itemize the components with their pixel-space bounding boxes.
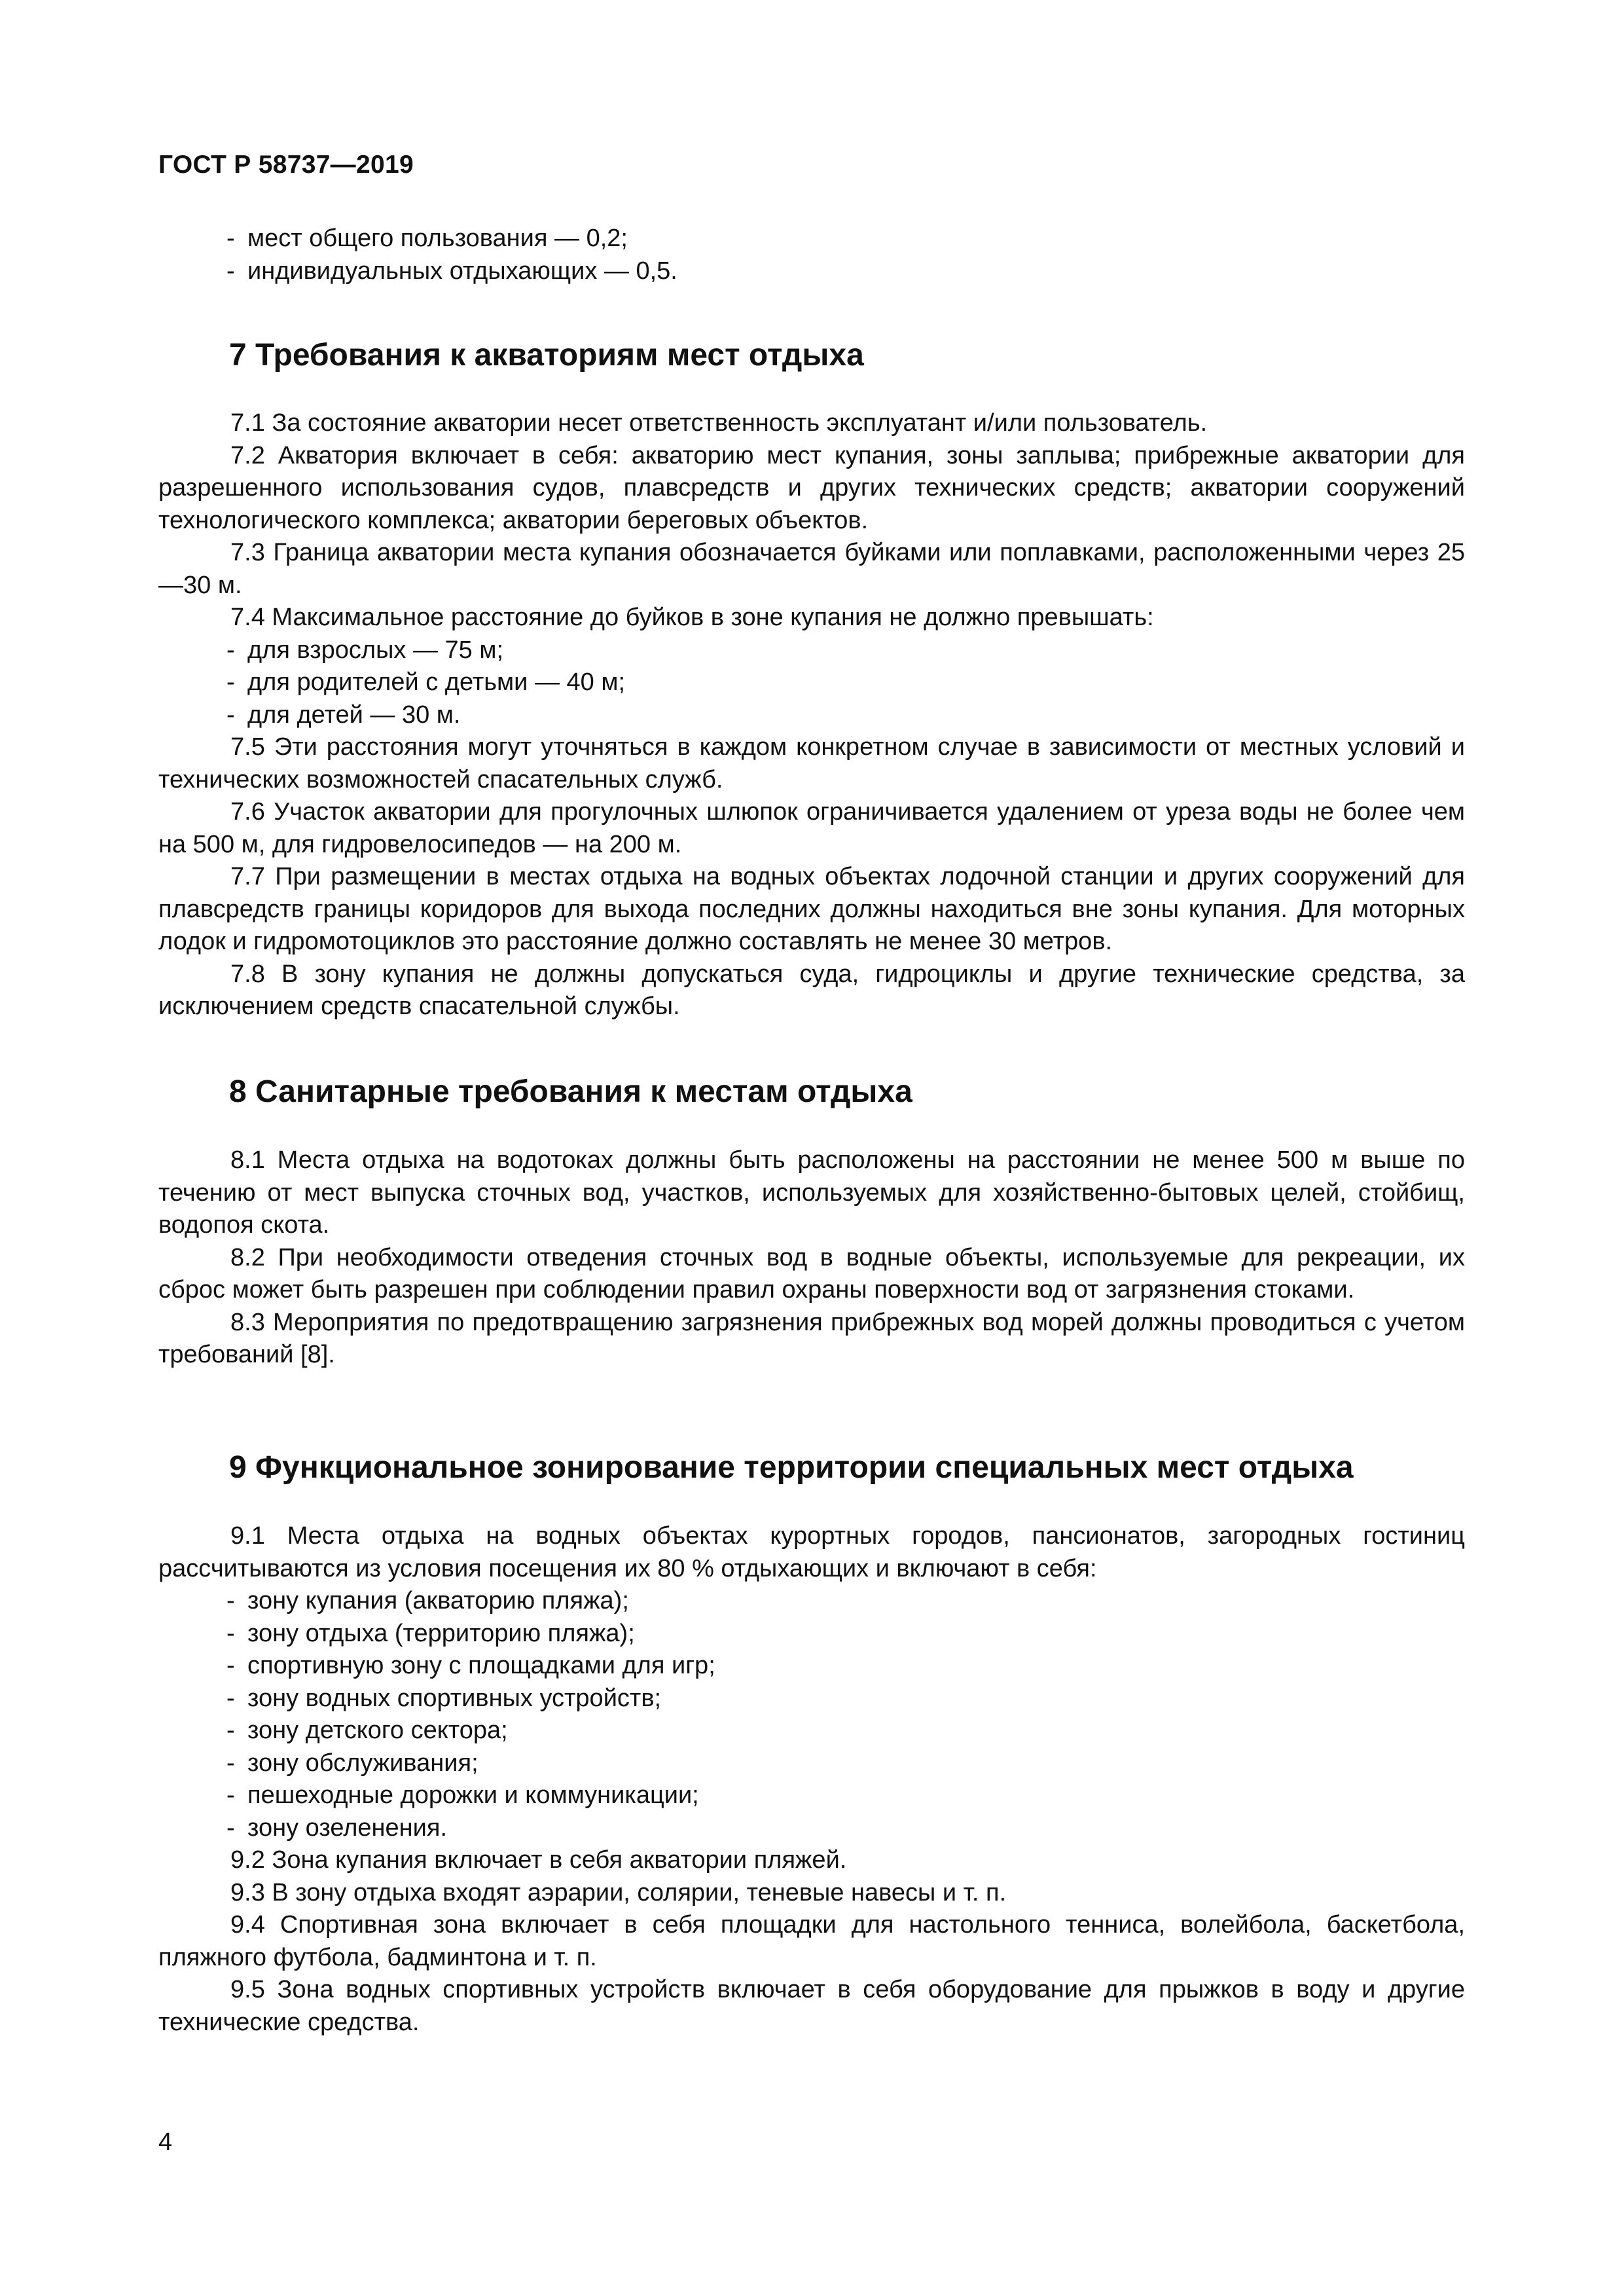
list-item: - мест общего пользования — 0,2;	[226, 225, 628, 252]
paragraph-8-1: 8.1 Места отдыха на водотоках должны быть расположены на расстоянии не менее 500 м выше по течению от мест выпуска сточных вод, участков, используемых для хозяйственно-бытовых целей, стойбищ, водопоя скота.	[158, 1146, 1465, 1239]
paragraph-7-1: 7.1 За состояние акватории несет ответственность эксплуатант и/или пользователь.	[230, 409, 1208, 437]
paragraph-7-2: 7.2 Акватория включает в себя: акваторию мест купания, зоны заплыва; прибрежные акватории для разрешенного использования судов, плавсредств и других технических средств; акватории сооружений технологического комплекса; акватории береговых объектов.	[158, 441, 1465, 534]
paragraph-7-3: 7.3 Граница акватории места купания обозначается буйками или поплавками, расположенными через 25—30 м.	[158, 539, 1465, 599]
paragraph-7-7: 7.7 При размещении в местах отдыха на водных объектах лодочной станции и других сооружений для плавсредств границы коридоров для выхода последних должны находиться вне зоны купания. Для моторных лодок и гидромотоциклов это расстояние должно составлять не менее 30 метров.	[158, 863, 1465, 955]
paragraph-9-5: 9.5 Зона водных спортивных устройств включает в себя оборудование для прыжков в воду и другие технические средства.	[158, 1976, 1465, 2036]
list-item: - зону водных спортивных устройств;	[226, 1684, 662, 1712]
paragraph-8-3: 8.3 Мероприятия по предотвращению загрязнения прибрежных вод морей должны проводиться с учетом требований [8].	[158, 1308, 1465, 1368]
page-number: 4	[158, 2128, 173, 2156]
paragraph-9-3: 9.3 В зону отдыха входят аэрарии, солярии, теневые навесы и т. п.	[230, 1878, 1007, 1906]
document-header: ГОСТ Р 58737—2019	[158, 151, 414, 179]
list-item: - зону детского сектора;	[226, 1717, 508, 1744]
list-item: - спортивную зону с площадками для игр;	[226, 1652, 715, 1679]
intro-list	[158, 223, 1465, 287]
section-9-body	[158, 1520, 1465, 2039]
section-8-title: 8 Санитарные требования к местам отдыха	[229, 1074, 912, 1109]
list-item: - пешеходные дорожки и коммуникации;	[226, 1781, 699, 1809]
list-item: - индивидуальных отдыхающих — 0,5.	[226, 257, 677, 285]
section-7-title: 7 Требования к акваториям мест отдыха	[229, 338, 864, 373]
list-item: - зону купания (акваторию пляжа);	[226, 1587, 629, 1614]
section-8-body	[158, 1144, 1465, 1372]
list-item: - зону отдыха (территорию пляжа);	[226, 1619, 635, 1647]
paragraph-8-2: 8.2 При необходимости отведения сточных вод в водные объекты, используемые для рекреации, их сброс может быть разрешен при соблюдении правил охраны поверхности вод от загрязнения стоками.	[158, 1243, 1465, 1303]
list-item: - для взрослых — 75 м;	[226, 636, 504, 664]
section-7-body	[158, 407, 1465, 1023]
list-item: - для родителей с детьми — 40 м;	[226, 668, 626, 696]
section-9-title: 9 Функциональное зонирование территории специальных мест отдыха	[229, 1450, 1354, 1485]
list-item: - для детей — 30 м.	[226, 701, 461, 729]
paragraph-7-8: 7.8 В зону купания не должны допускаться суда, гидроциклы и другие технические средства, за исключением средств спасательной службы.	[158, 960, 1465, 1020]
paragraph-7-4: 7.4 Максимальное расстояние до буйков в зоне купания не должно превышать:	[230, 604, 1154, 631]
paragraph-7-6: 7.6 Участок акватории для прогулочных шлюпок ограничивается удалением от уреза воды не более чем на 500 м, для гидровелосипедов — на 200 м.	[158, 798, 1465, 858]
paragraph-9-4: 9.4 Спортивная зона включает в себя площадки для настольного тенниса, волейбола, баскетбола, пляжного футбола, бадминтона и т. п.	[158, 1911, 1465, 1971]
list-item: - зону обслуживания;	[226, 1749, 478, 1777]
paragraph-7-5: 7.5 Эти расстояния могут уточняться в каждом конкретном случае в зависимости от местных условий и технических возможностей спасательных служб.	[158, 733, 1465, 793]
list-item: - зону озеленения.	[226, 1813, 448, 1842]
paragraph-9-2: 9.2 Зона купания включает в себя акватории пляжей.	[230, 1846, 847, 1874]
paragraph-9-1: 9.1 Места отдыха на водных объектах курортных городов, пансионатов, загородных гостиниц рассчитываются из условия посещения их 80 % отдыхающих и включают в себя:	[158, 1522, 1465, 1582]
